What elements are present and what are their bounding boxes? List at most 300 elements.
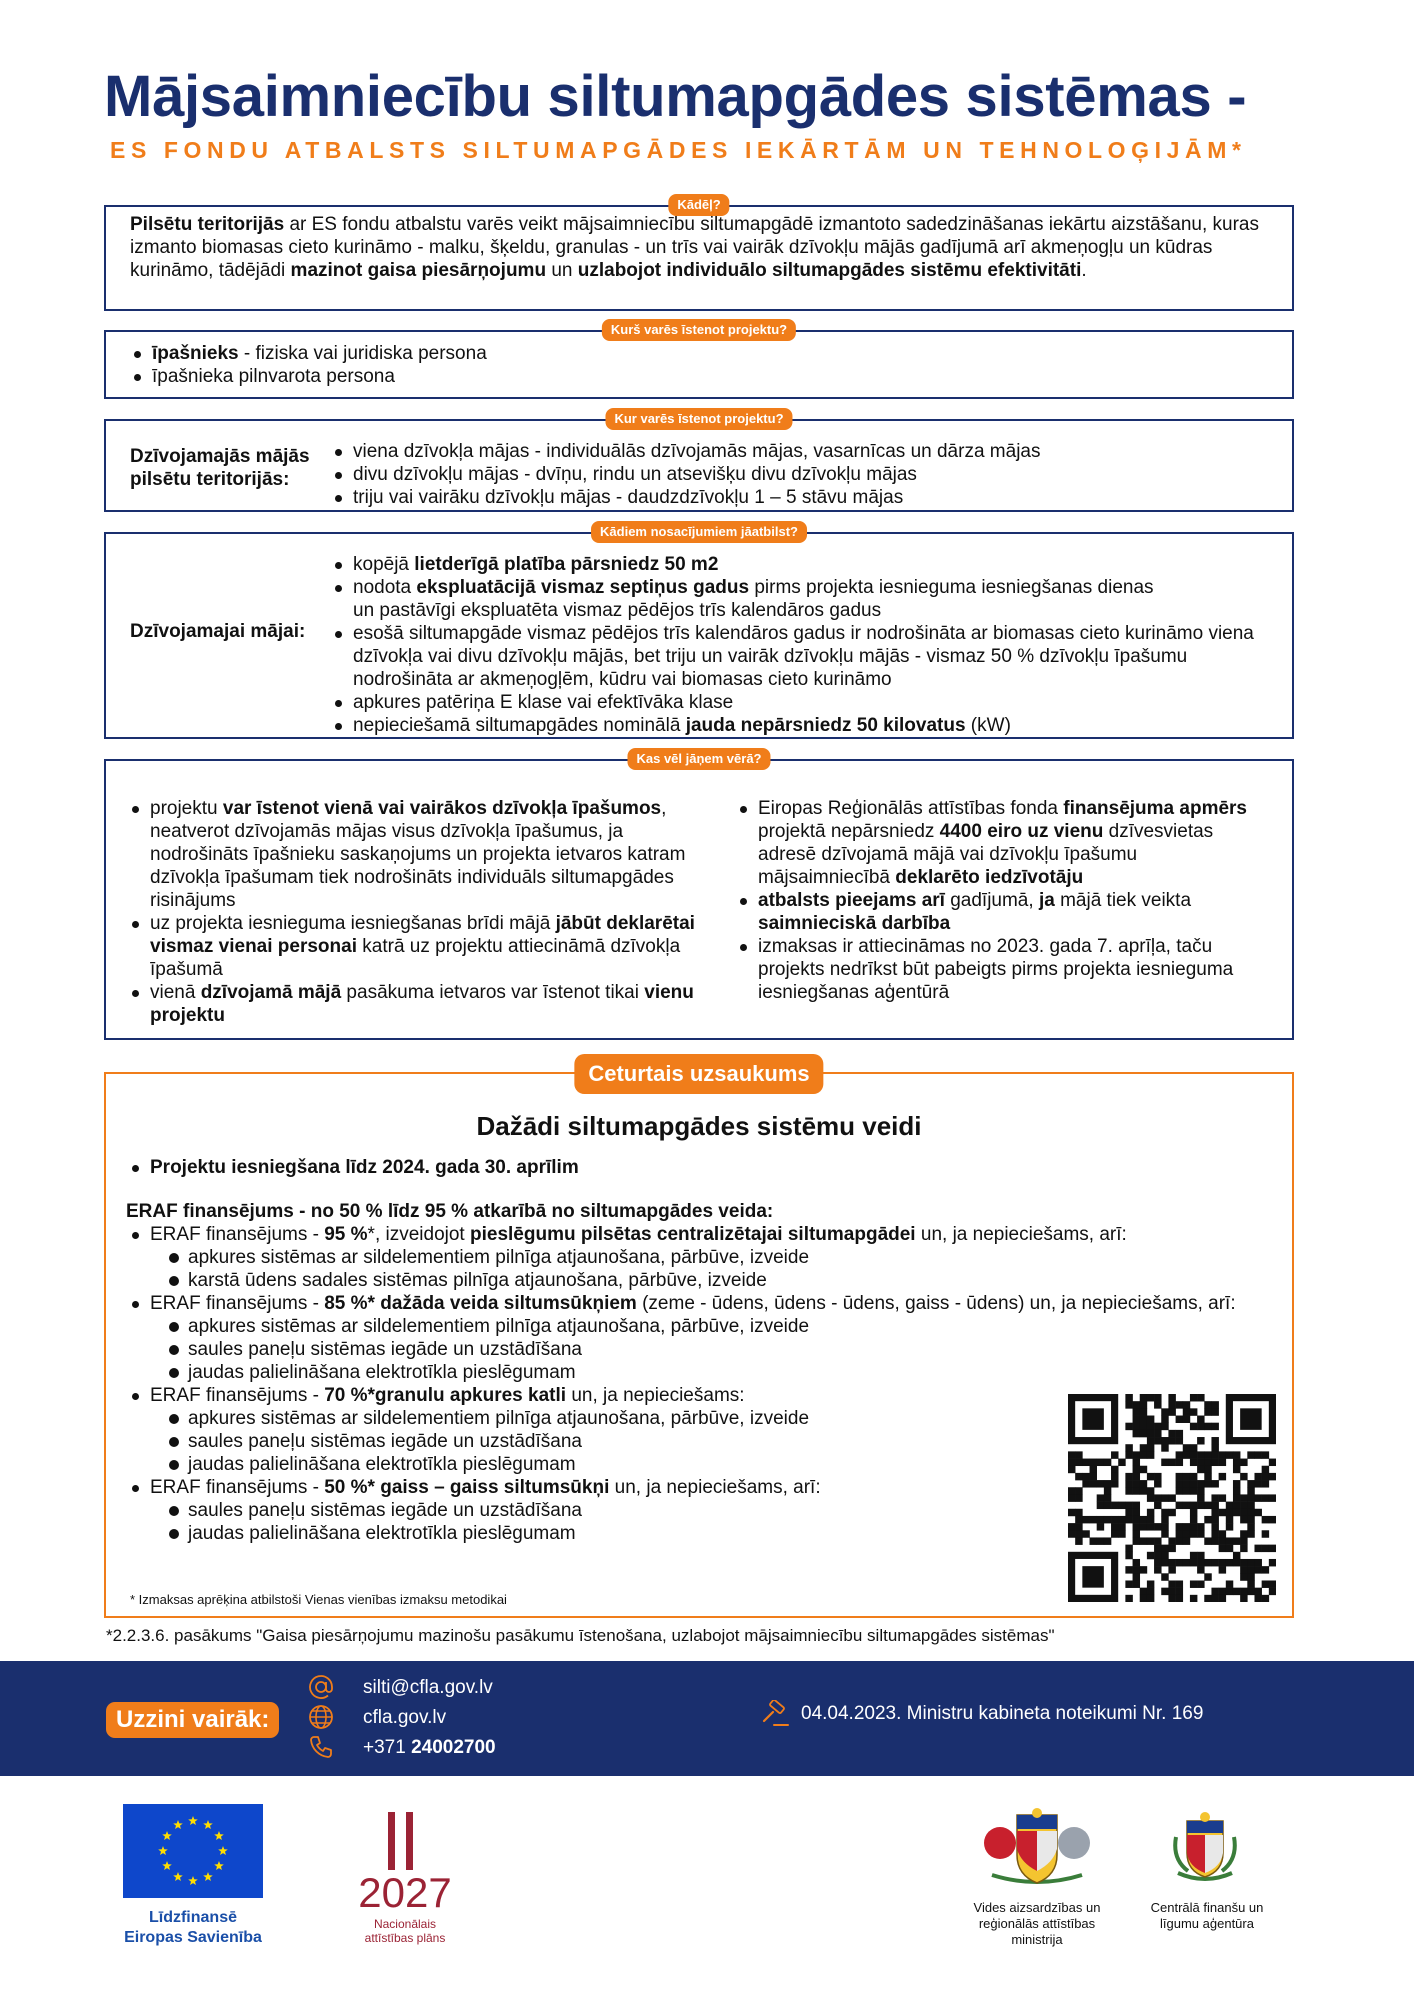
list-item: ERAF finansējums - 85 %* dažāda veida siltumsūkņiem (zeme - ūdens, ūdens - ūdens, gaiss - ūdens) un, ja nepieciešams, arī: apkures sistēmas ar sildelementiem pilnīga atjaunošana, pārbūve, izveide saules paneļu sistēmas iegāde un uzstādīšana jaudas palielināšana elektrotīkla pieslēgumam (130, 1292, 1260, 1384)
qr-module (1147, 1416, 1154, 1423)
qr-module (1211, 1480, 1218, 1487)
qr-module (1197, 1423, 1204, 1430)
qr-module (1247, 1502, 1254, 1509)
qr-module (1161, 1416, 1168, 1423)
qr-module (1111, 1530, 1118, 1537)
qr-module (1247, 1566, 1254, 1573)
qr-module (1154, 1423, 1161, 1430)
qr-module (1125, 1545, 1132, 1552)
notes-right-list (738, 797, 1258, 1004)
page-subtitle: ES FONDU ATBALSTS SILTUMAPGĀDES IEKĀRTĀM UN TEHNOLOĢIJĀM* (110, 137, 1247, 163)
qr-module (1176, 1416, 1183, 1423)
qr-module (1176, 1487, 1183, 1494)
qr-module (1269, 1459, 1276, 1466)
qr-module (1154, 1559, 1161, 1566)
qr-module (1183, 1530, 1190, 1537)
qr-module (1075, 1516, 1082, 1523)
where-tag: Kur varēs īstenot projektu? (605, 408, 792, 430)
qr-module (1262, 1466, 1269, 1473)
qr-module (1154, 1566, 1161, 1573)
qr-module (1226, 1516, 1233, 1523)
qr-module (1176, 1430, 1183, 1437)
qr-module (1197, 1502, 1204, 1509)
qr-module (1226, 1545, 1233, 1552)
coat-of-arms-logo (982, 1803, 1092, 1893)
qr-module (1190, 1516, 1197, 1523)
qr-module (1140, 1516, 1147, 1523)
conditions-section (104, 524, 1294, 739)
qr-module (1247, 1509, 1254, 1516)
qr-module (1125, 1423, 1132, 1430)
phone-icon (307, 1733, 335, 1761)
qr-module (1140, 1537, 1147, 1544)
qr-module (1190, 1444, 1197, 1451)
sub-list-item: apkures sistēmas ar sildelementiem pilnīga atjaunošana, pārbūve, izveide (168, 1246, 1260, 1269)
qr-module (1147, 1516, 1154, 1523)
notes-section (104, 751, 1294, 1040)
qr-module (1233, 1494, 1240, 1501)
qr-module (1262, 1595, 1269, 1602)
sub-list-item: apkures sistēmas ar sildelementiem pilnīga atjaunošana, pārbūve, izveide (168, 1315, 1260, 1338)
qr-module (1125, 1480, 1132, 1487)
qr-module (1240, 1559, 1247, 1566)
sub-list-item: jaudas palielināšana elektrotīkla pieslēgumam (168, 1361, 1260, 1384)
qr-module (1219, 1559, 1226, 1566)
qr-module (1233, 1451, 1240, 1458)
qr-module (1204, 1516, 1211, 1523)
qr-module (1133, 1487, 1140, 1494)
qr-module (1161, 1559, 1168, 1566)
qr-module (1233, 1502, 1240, 1509)
qr-module (1090, 1480, 1097, 1487)
qr-module (1161, 1588, 1168, 1595)
qr-module (1183, 1559, 1190, 1566)
qr-module (1140, 1430, 1147, 1437)
qr-module (1183, 1401, 1190, 1408)
qr-module (1133, 1401, 1140, 1408)
qr-module (1240, 1494, 1247, 1501)
qr-module (1262, 1580, 1269, 1587)
at-icon (307, 1673, 335, 1701)
qr-module (1247, 1480, 1254, 1487)
qr-module (1140, 1487, 1147, 1494)
where-list (333, 440, 1040, 509)
qr-module (1190, 1530, 1197, 1537)
qr-module (1247, 1487, 1254, 1494)
qr-module (1254, 1545, 1261, 1552)
qr-module (1183, 1444, 1190, 1451)
qr-module (1104, 1480, 1111, 1487)
list-item: Eiropas Reģionālās attīstības fonda finansējuma apmērs projektā nepārsniedz 4400 eiro uz vienu dzīvesvietas adresē dzīvojamā mājā vai dzīvokļu īpašumu mājsaimniecībā deklarēto iedzīvotāju (738, 797, 1258, 889)
qr-module (1104, 1459, 1111, 1466)
qr-module (1240, 1459, 1247, 1466)
why-text: Pilsētu teritorijās ar ES fondu atbalstu varēs veikt mājsaimniecību siltumapgādē izmantoto sadedzināšanas iekārtu aizstāšanu, kuras izmanto biomasas cieto kurināmo - malku, šķeldu, granulas - un trīs vai vairāk dzīvokļu mājās gadījumā arī akmeņogļu un kūdras kurināmo, tādējādi mazinot gaisa piesārņojumu un uzlabojot individuālo siltumapgādes sistēmu efektivitāti. (130, 214, 1259, 281)
qr-module (1111, 1466, 1118, 1473)
qr-module (1168, 1430, 1175, 1437)
qr-module (1133, 1466, 1140, 1473)
qr-module (1140, 1451, 1147, 1458)
qr-module (1068, 1523, 1075, 1530)
qr-module (1154, 1552, 1161, 1559)
qr-module (1240, 1545, 1247, 1552)
qr-module (1176, 1595, 1183, 1602)
qr-module (1140, 1523, 1147, 1530)
qr-module (1219, 1588, 1226, 1595)
qr-module (1125, 1509, 1132, 1516)
why-tag: Kādēļ? (668, 194, 729, 216)
qr-module (1118, 1523, 1125, 1530)
qr-module (1147, 1552, 1154, 1559)
list-item: esošā siltumapgāde vismaz pēdējos trīs kalendāros gadus ir nodrošināta ar biomasas cieto kurināmo viena dzīvokļa vai divu dzīvokļu mājās, bet triju un vairāk dzīvokļu mājās - vismaz 50 % dzīvokļu īpašumu nodrošināta ar akmeņogļēm, kūdru vai biomasas cieto kurināmo (333, 622, 1283, 691)
qr-module (1197, 1494, 1204, 1501)
qr-module (1197, 1580, 1204, 1587)
qr-module (1190, 1523, 1197, 1530)
qr-module (1154, 1545, 1161, 1552)
qr-module (1190, 1394, 1197, 1401)
qr-module (1226, 1537, 1233, 1544)
qr-module (1190, 1408, 1197, 1415)
qr-module (1161, 1444, 1168, 1451)
qr-module (1133, 1516, 1140, 1523)
qr-module (1254, 1559, 1261, 1566)
qr-module (1168, 1509, 1175, 1516)
qr-module (1154, 1437, 1161, 1444)
qr-module (1082, 1408, 1104, 1430)
qr-module (1240, 1509, 1247, 1516)
qr-module (1190, 1595, 1197, 1602)
qr-module (1075, 1509, 1082, 1516)
list-item: Projektu iesniegšana līdz 2024. gada 30. aprīlim (130, 1156, 579, 1179)
qr-module (1197, 1487, 1204, 1494)
qr-module (1204, 1408, 1211, 1415)
qr-module (1147, 1595, 1154, 1602)
qr-module (1269, 1516, 1276, 1523)
sub-list-item: karstā ūdens sadales sistēmas pilnīga atjaunošana, pārbūve, izveide (168, 1269, 1260, 1292)
qr-module (1247, 1573, 1254, 1580)
qr-module (1240, 1537, 1247, 1544)
qr-module (1197, 1394, 1204, 1401)
qr-module (1262, 1451, 1269, 1458)
qr-module (1233, 1559, 1240, 1566)
qr-module (1154, 1523, 1161, 1530)
qr-module (1090, 1537, 1097, 1544)
qr-module (1204, 1480, 1211, 1487)
qr-module (1247, 1516, 1254, 1523)
varam-caption: Vides aizsardzības un reģionālās attīstības ministrija (973, 1900, 1101, 1947)
qr-module (1168, 1401, 1175, 1408)
qr-module (1204, 1537, 1211, 1544)
qr-module (1190, 1451, 1197, 1458)
qr-module (1211, 1502, 1218, 1509)
qr-module (1204, 1401, 1211, 1408)
qr-module (1190, 1502, 1197, 1509)
qr-module (1111, 1516, 1118, 1523)
qr-module (1176, 1459, 1183, 1466)
qr-module (1176, 1480, 1183, 1487)
qr-module (1111, 1480, 1118, 1487)
conditions-label: Dzīvojamajai mājai: (130, 621, 306, 642)
qr-module (1204, 1451, 1211, 1458)
qr-module (1082, 1480, 1089, 1487)
qr-module (1140, 1394, 1147, 1401)
qr-module (1233, 1537, 1240, 1544)
qr-module (1104, 1487, 1111, 1494)
qr-module (1104, 1502, 1111, 1509)
qr-module (1183, 1523, 1190, 1530)
qr-module (1219, 1537, 1226, 1544)
qr-module (1211, 1588, 1218, 1595)
qr-module (1254, 1566, 1261, 1573)
nap-bars-logo (376, 1810, 426, 1872)
list-item: uz projekta iesnieguma iesniegšanas brīdi mājā jābūt deklarētai vismaz vienai personai katrā uz projektu attiecināmā dzīvokļa īpašumā (130, 912, 695, 981)
where-label: Dzīvojamajās mājās pilsētu teritorijās: (130, 446, 310, 490)
globe-icon (307, 1703, 335, 1731)
qr-module (1168, 1437, 1175, 1444)
notes-left-list (130, 797, 695, 1027)
qr-module (1068, 1459, 1075, 1466)
qr-module (1140, 1466, 1147, 1473)
qr-module (1247, 1580, 1254, 1587)
qr-module (1197, 1459, 1204, 1466)
qr-module (1147, 1509, 1154, 1516)
list-item: ERAF finansējums - 70 %*granulu apkures katli un, ja nepieciešams: apkures sistēmas ar sildelementiem pilnīga atjaunošana, pārbūve, izveide saules paneļu sistēmas iegāde un uzstādīšana jaudas palielināšana elektrotīkla pieslēgumam (130, 1384, 1260, 1476)
qr-module (1197, 1480, 1204, 1487)
qr-module (1168, 1394, 1175, 1401)
qr-module (1176, 1530, 1183, 1537)
list-item: nodota ekspluatācijā vismaz septiņus gadus pirms projekta iesnieguma iesniegšanas dienas un pastāvīgi ekspluatēta vismaz pēdējos trīs kalendāros gadus (333, 576, 1283, 622)
qr-module (1097, 1537, 1104, 1544)
qr-module (1240, 1588, 1247, 1595)
qr-module (1161, 1523, 1168, 1530)
qr-module (1233, 1459, 1240, 1466)
qr-module (1075, 1451, 1082, 1458)
qr-module (1254, 1494, 1261, 1501)
email-link[interactable]: silti@cfla.gov.lv (363, 1677, 493, 1698)
sub-list-item: saules paneļu sistēmas iegāde un uzstādīšana (168, 1430, 1260, 1453)
qr-module (1133, 1480, 1140, 1487)
qr-module (1082, 1459, 1089, 1466)
list-item: divu dzīvokļu mājas - dvīņu, rindu un atsevišķu divu dzīvokļu mājas (333, 463, 1040, 486)
qr-module (1133, 1423, 1140, 1430)
qr-module (1068, 1487, 1075, 1494)
qr-module (1197, 1437, 1204, 1444)
qr-module (1183, 1451, 1190, 1458)
qr-module (1233, 1487, 1240, 1494)
qr-module (1068, 1509, 1075, 1516)
sub-list-item: jaudas palielināšana elektrotīkla pieslēgumam (168, 1522, 1260, 1545)
qr-module (1075, 1523, 1082, 1530)
qr-module (1154, 1494, 1161, 1501)
qr-module (1140, 1444, 1147, 1451)
who-tag: Kurš varēs īstenot projektu? (602, 319, 796, 341)
qr-module (1233, 1466, 1240, 1473)
qr-module (1183, 1487, 1190, 1494)
qr-module (1240, 1530, 1247, 1537)
qr-module (1176, 1588, 1183, 1595)
qr-module (1190, 1552, 1197, 1559)
qr-module (1075, 1473, 1082, 1480)
qr-module (1204, 1423, 1211, 1430)
qr-module (1211, 1595, 1218, 1602)
qr-module (1154, 1537, 1161, 1544)
sub-list (168, 1246, 1260, 1292)
qr-module (1104, 1494, 1111, 1501)
qr-module (1125, 1502, 1132, 1509)
qr-module (1161, 1552, 1168, 1559)
qr-module (1197, 1451, 1204, 1458)
qr-module (1176, 1580, 1183, 1587)
qr-module (1211, 1437, 1218, 1444)
qr-module (1204, 1466, 1211, 1473)
qr-module (1183, 1473, 1190, 1480)
qr-module (1147, 1394, 1154, 1401)
qr-module (1204, 1473, 1211, 1480)
qr-module (1240, 1408, 1262, 1430)
qr-module (1090, 1473, 1097, 1480)
qr-module (1133, 1580, 1140, 1587)
qr-module (1269, 1559, 1276, 1566)
qr-module (1125, 1595, 1132, 1602)
qr-module (1140, 1416, 1147, 1423)
qr-module (1269, 1545, 1276, 1552)
qr-module (1147, 1537, 1154, 1544)
qr-module (1204, 1573, 1211, 1580)
qr-module (1140, 1588, 1147, 1595)
qr-module (1133, 1573, 1140, 1580)
qr-module (1233, 1480, 1240, 1487)
qr-module (1240, 1502, 1247, 1509)
qr-module (1240, 1573, 1247, 1580)
qr-module (1240, 1473, 1247, 1480)
qr-module (1269, 1580, 1276, 1587)
list-item: ERAF finansējums - 95 %*, izveidojot pieslēgumu pilsētas centralizētajai siltumapgādei un, ja nepieciešams, arī: apkures sistēmas ar sildelementiem pilnīga atjaunošana, pārbūve, izveide karstā ūdens sadales sistēmas pilnīga atjaunošana, pārbūve, izveide (130, 1223, 1260, 1292)
call-heading: Dažādi siltumapgādes sistēmu veidi (476, 1111, 922, 1141)
website-link[interactable]: cfla.gov.lv (363, 1707, 447, 1728)
qr-module (1068, 1466, 1075, 1473)
qr-module (1219, 1530, 1226, 1537)
qr-module (1226, 1451, 1233, 1458)
qr-module (1168, 1595, 1175, 1602)
qr-module (1190, 1559, 1197, 1566)
qr-module (1247, 1559, 1254, 1566)
qr-module (1068, 1494, 1075, 1501)
qr-module (1211, 1494, 1218, 1501)
qr-module (1133, 1430, 1140, 1437)
nap-caption: Nacionālais attīstības plāns (364, 1917, 446, 1945)
qr-module (1090, 1466, 1097, 1473)
qr-module (1168, 1545, 1175, 1552)
qr-module (1262, 1480, 1269, 1487)
qr-module (1147, 1580, 1154, 1587)
qr-module (1204, 1559, 1211, 1566)
qr-module (1140, 1401, 1147, 1408)
qr-module (1161, 1459, 1168, 1466)
qr-module (1219, 1545, 1226, 1552)
qr-module (1183, 1537, 1190, 1544)
call-tag: Ceturtais uzsaukums (574, 1054, 823, 1094)
qr-module (1262, 1566, 1269, 1573)
qr-module (1161, 1408, 1168, 1415)
qr-module (1125, 1473, 1132, 1480)
conditions-list (333, 553, 1283, 737)
qr-module (1161, 1509, 1168, 1516)
qr-module (1176, 1559, 1183, 1566)
qr-module (1168, 1588, 1175, 1595)
qr-module (1147, 1451, 1154, 1458)
qr-module (1269, 1494, 1276, 1501)
funding-heading: ERAF finansējums - no 50 % līdz 95 % atkarībā no siltumapgādes veida: (126, 1201, 774, 1222)
qr-module (1211, 1530, 1218, 1537)
qr-module (1097, 1480, 1104, 1487)
eu-flag-logo (123, 1804, 263, 1898)
qr-module (1111, 1523, 1118, 1530)
qr-module (1097, 1516, 1104, 1523)
phone-link[interactable]: +371 24002700 (363, 1737, 496, 1758)
qr-module (1269, 1588, 1276, 1595)
qr-module (1211, 1408, 1218, 1415)
qr-module (1161, 1437, 1168, 1444)
qr-module (1197, 1559, 1204, 1566)
sub-list-item: saules paneļu sistēmas iegāde un uzstādīšana (168, 1338, 1260, 1361)
qr-module (1125, 1401, 1132, 1408)
notes-tag: Kas vēl jāņem vērā? (627, 748, 770, 770)
qr-module (1247, 1588, 1254, 1595)
qr-module (1262, 1473, 1269, 1480)
qr-module (1190, 1509, 1197, 1516)
qr-module (1176, 1451, 1183, 1458)
qr-module (1147, 1437, 1154, 1444)
qr-module (1161, 1423, 1168, 1430)
qr-module (1211, 1451, 1218, 1458)
qr-module (1097, 1459, 1104, 1466)
list-item: vienā dzīvojamā mājā pasākuma ietvaros var īstenot tikai vienu projektu (130, 981, 695, 1027)
qr-module (1147, 1487, 1154, 1494)
qr-module (1147, 1423, 1154, 1430)
call-section (104, 1061, 1294, 1618)
qr-module (1211, 1509, 1218, 1516)
qr-module (1068, 1451, 1075, 1458)
qr-module (1147, 1588, 1154, 1595)
qr-module (1226, 1523, 1233, 1530)
qr-module (1147, 1430, 1154, 1437)
list-item: projektu var īstenot vienā vai vairākos dzīvokļa īpašumos, neatverot dzīvojamās mājas visus dzīvokļa īpašumus, ja nodrošināts īpašnieku saskaņojums un projekta ietvaros katram dzīvokļa īpašumam tiek nodrošināts individuāls siltumapgādes risinājums (130, 797, 695, 912)
qr-code[interactable] (1068, 1394, 1276, 1602)
qr-module (1097, 1494, 1104, 1501)
qr-module (1233, 1509, 1240, 1516)
qr-module (1118, 1459, 1125, 1466)
cfla-caption: Centrālā finanšu un līgumu aģentūra (1150, 1900, 1264, 1931)
qr-module (1147, 1494, 1154, 1501)
qr-module (1262, 1494, 1269, 1501)
qr-module (1254, 1480, 1261, 1487)
qr-module (1219, 1459, 1226, 1466)
qr-module (1190, 1480, 1197, 1487)
qr-module (1154, 1394, 1161, 1401)
who-section (104, 322, 1294, 399)
qr-module (1068, 1530, 1075, 1537)
gavel-icon (760, 1700, 790, 1728)
qr-module (1262, 1516, 1269, 1523)
qr-module (1211, 1401, 1218, 1408)
qr-module (1140, 1423, 1147, 1430)
qr-module (1075, 1487, 1082, 1494)
qr-module (1147, 1523, 1154, 1530)
qr-module (1082, 1530, 1089, 1537)
list-item: atbalsts pieejams arī gadījumā, ja mājā tiek veikta saimnieciskā darbība (738, 889, 1258, 935)
qr-module (1133, 1530, 1140, 1537)
qr-module (1247, 1530, 1254, 1537)
qr-module (1133, 1509, 1140, 1516)
